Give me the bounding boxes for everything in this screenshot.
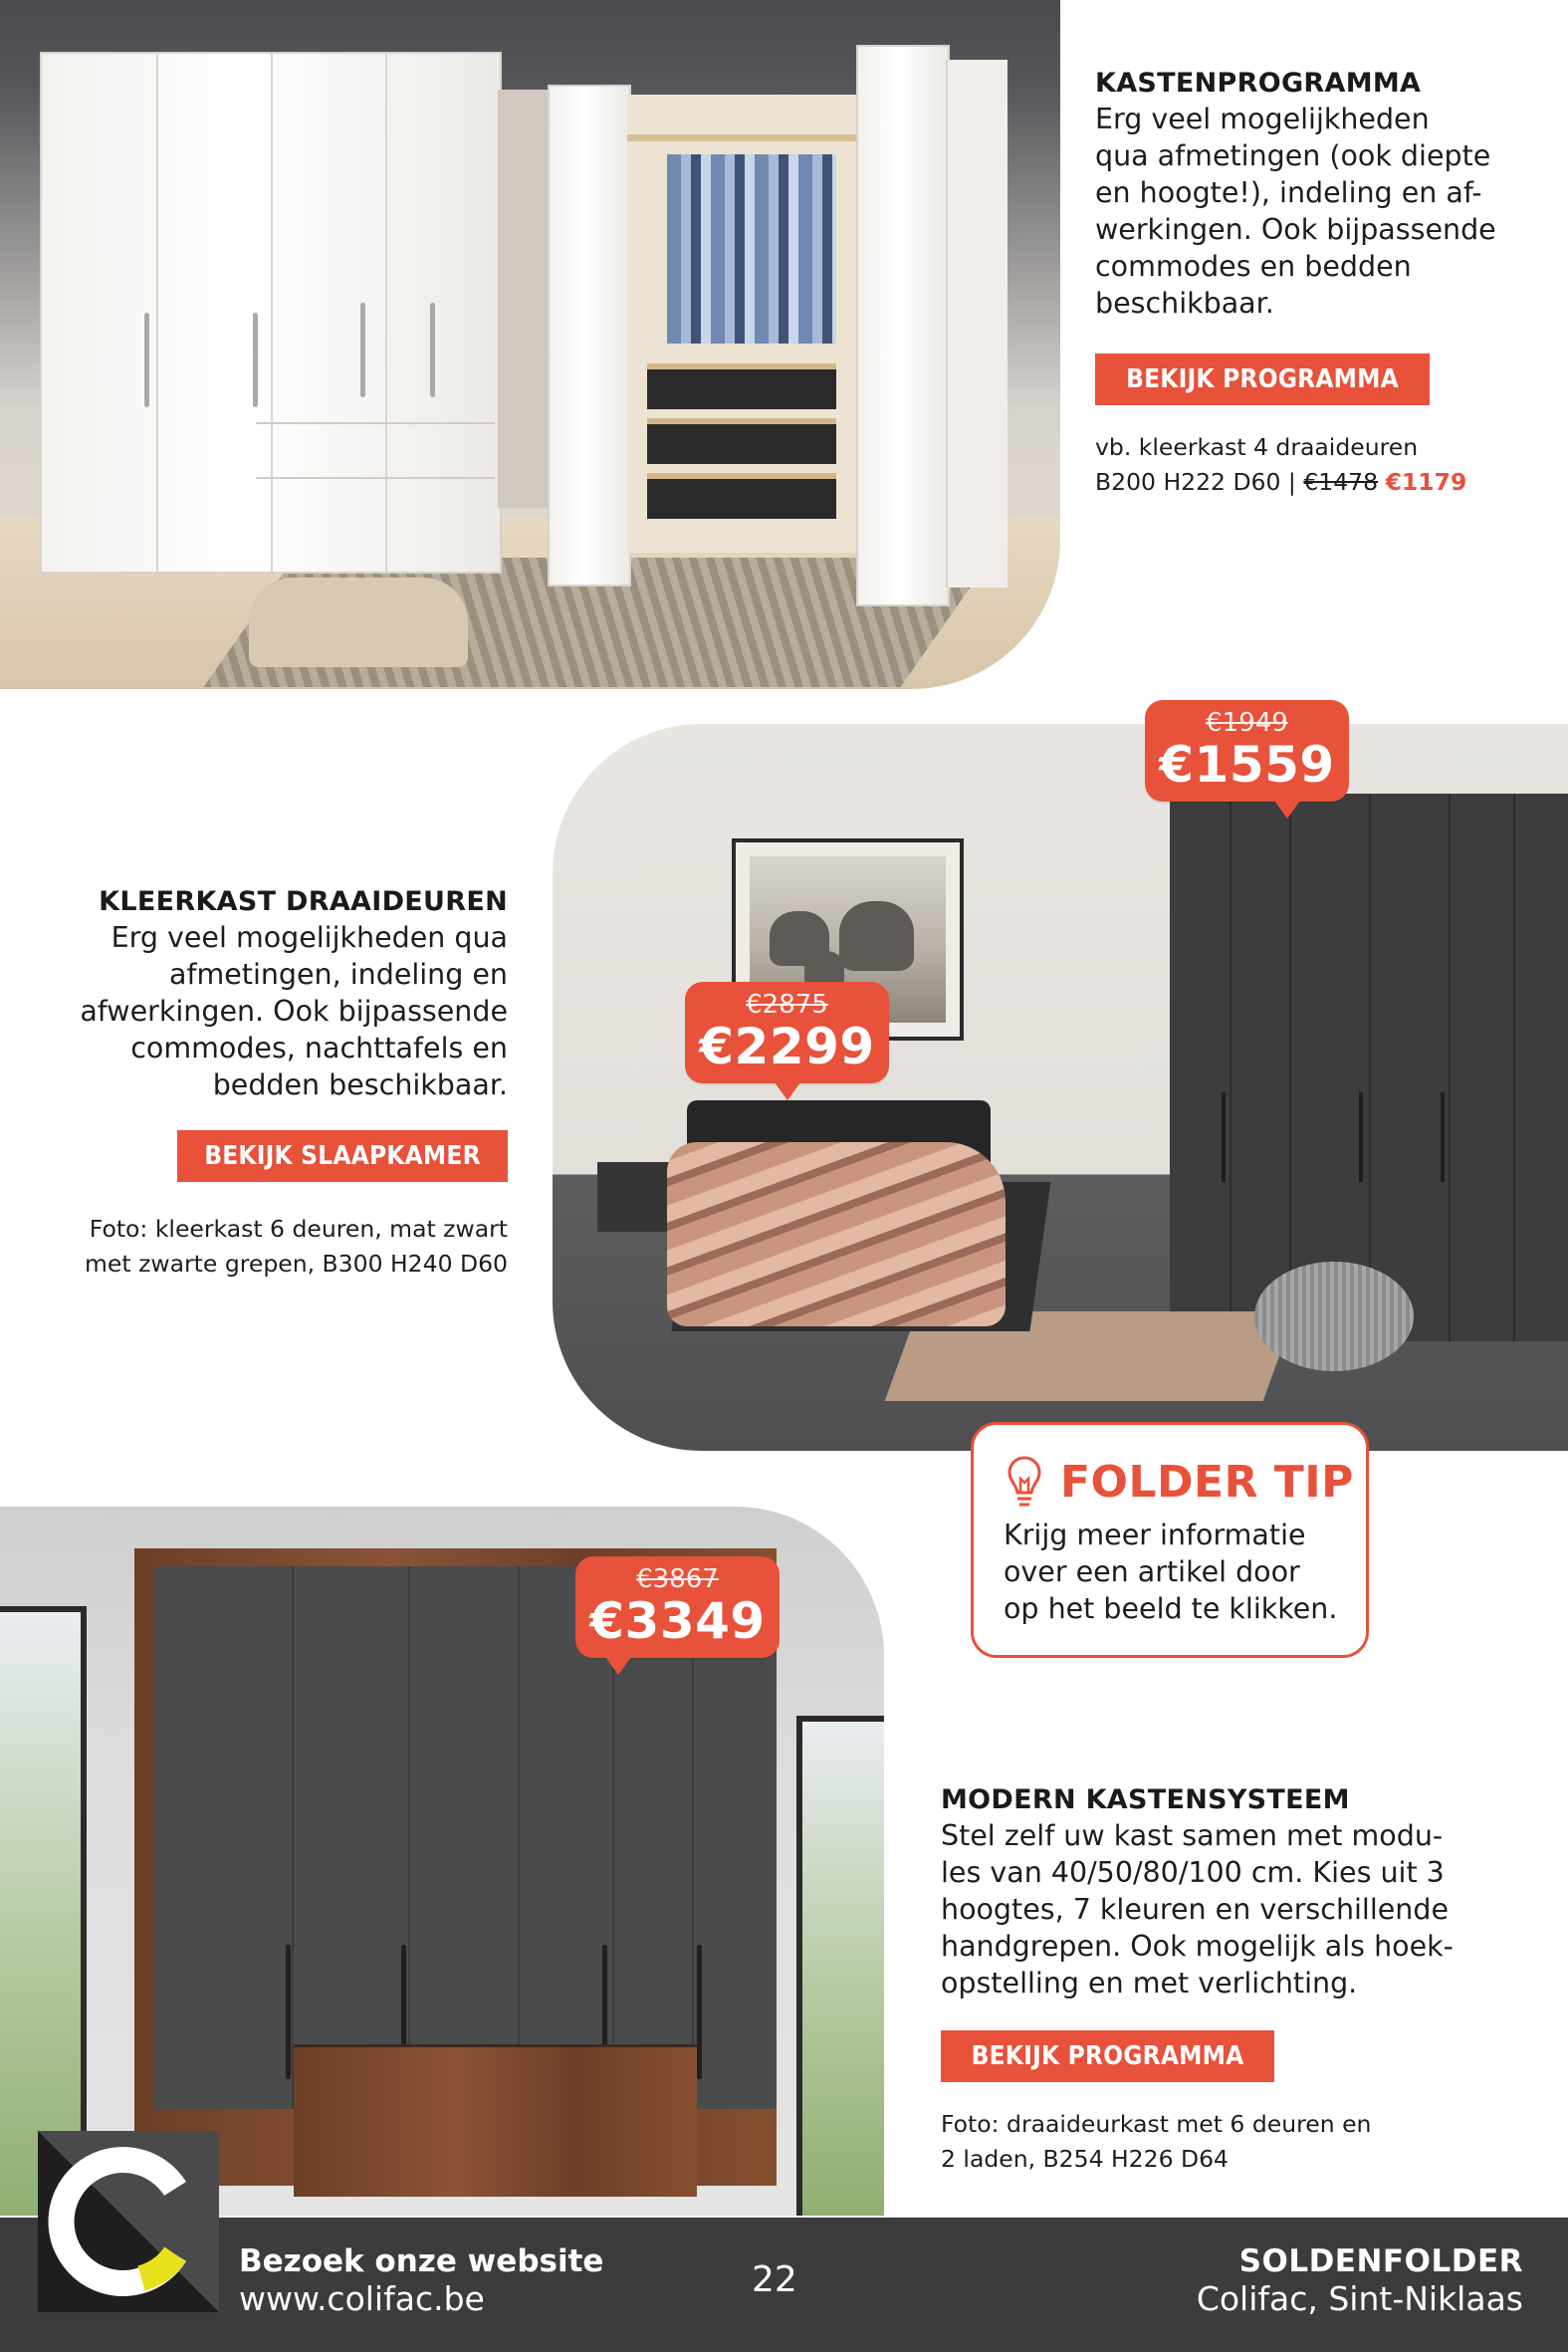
side-shelves (946, 60, 1008, 588)
open-door-right (856, 45, 950, 606)
price-tag-3-old: €3867 (636, 1564, 719, 1594)
folder-tip-body: Krijg meer informatie over een artikel door op het beeld te klikken. (1004, 1519, 1338, 1625)
price-tag-3[interactable] (575, 1556, 780, 1658)
wardrobe-left-section (40, 52, 502, 574)
footer-store: Colifac, Sint-Niklaas (1196, 2279, 1523, 2318)
bekijk-programma-button-2[interactable]: BEKIJK PROGRAMMA (941, 2030, 1274, 2082)
caption-dimensions: B200 H222 D60 | (1095, 468, 1296, 496)
caption-old-price: €1478 (1303, 468, 1379, 496)
wardrobe-interior (627, 95, 856, 553)
photo-bedroom[interactable] (553, 724, 1568, 1451)
footer-visit-label: Bezoek onze website (239, 2243, 604, 2279)
footer (0, 2218, 1568, 2352)
section3-caption: Foto: draaideurkast met 6 deuren en 2 laden, B254 H226 D64 (941, 2110, 1372, 2173)
section2-heading: KLEERKAST DRAAIDEUREN (99, 886, 508, 917)
pouf (1254, 1262, 1414, 1371)
section3-heading: MODERN KASTENSYSTEEM (941, 1784, 1350, 1815)
colifac-logo[interactable] (38, 2131, 219, 2312)
window-left (0, 1606, 87, 2216)
footer-website-link[interactable]: www.colifac.be (239, 2279, 485, 2318)
footer-folder-title: SOLDENFOLDER (1238, 2243, 1523, 2279)
price-tag-1-old: €1949 (1206, 708, 1288, 738)
section1-heading: KASTENPROGRAMMA (1095, 68, 1422, 99)
wardrobe-drawers (294, 2044, 697, 2197)
caption-new-price: €1179 (1385, 468, 1467, 496)
window-right (796, 1716, 884, 2216)
folder-tip-box (971, 1422, 1369, 1658)
lightbulb-icon (1007, 1455, 1042, 1511)
price-tag-2-old: €2875 (746, 990, 828, 1020)
price-tag-1-new: €1559 (1159, 736, 1335, 794)
section2-caption: Foto: kleerkast 6 deuren, mat zwart met zwarte grepen, B300 H240 D60 (85, 1215, 508, 1278)
section1-caption-line2 (1095, 465, 1563, 500)
bekijk-slaapkamer-button[interactable]: BEKIJK SLAAPKAMER (177, 1130, 508, 1182)
section1-caption-line1: vb. kleerkast 4 draaideuren (1095, 433, 1419, 461)
logo-c-mark (38, 2131, 219, 2312)
bekijk-programma-button-1[interactable]: BEKIJK PROGRAMMA (1095, 353, 1430, 405)
bed-duvet (667, 1142, 1006, 1326)
section1-body: Erg veel mogelijkheden qua afmetingen (ook diepte en hoogte!), indeling en af- werkingen. Ook bijpassende commodes en bedden beschikbaar. (1095, 103, 1496, 320)
photo-white-wardrobe[interactable] (0, 0, 1060, 689)
mirror-strip (498, 90, 548, 508)
price-tag-2[interactable] (685, 982, 889, 1083)
open-door-left (548, 85, 631, 587)
folder-tip-title: FOLDER TIP (1060, 1457, 1354, 1508)
section3-body: Stel zelf uw kast samen met modu- les van 40/50/80/100 cm. Kies uit 3 hoogtes, 7 kleuren en verschillende handgrepen. Ook mogelijk als hoek- opstelling en met verlichting. (941, 1819, 1454, 1999)
price-tag-3-new: €3349 (589, 1592, 766, 1650)
pillow (249, 578, 468, 667)
price-tag-2-new: €2299 (699, 1018, 875, 1075)
page-number: 22 (752, 2259, 797, 2300)
price-tag-1[interactable] (1145, 700, 1349, 802)
section2-body: Erg veel mogelijkheden qua afmetingen, indeling en afwerkingen. Ook bijpassende commodes, nachttafels en bedden beschikbaar. (80, 921, 508, 1101)
dark-wardrobe (1170, 794, 1568, 1341)
